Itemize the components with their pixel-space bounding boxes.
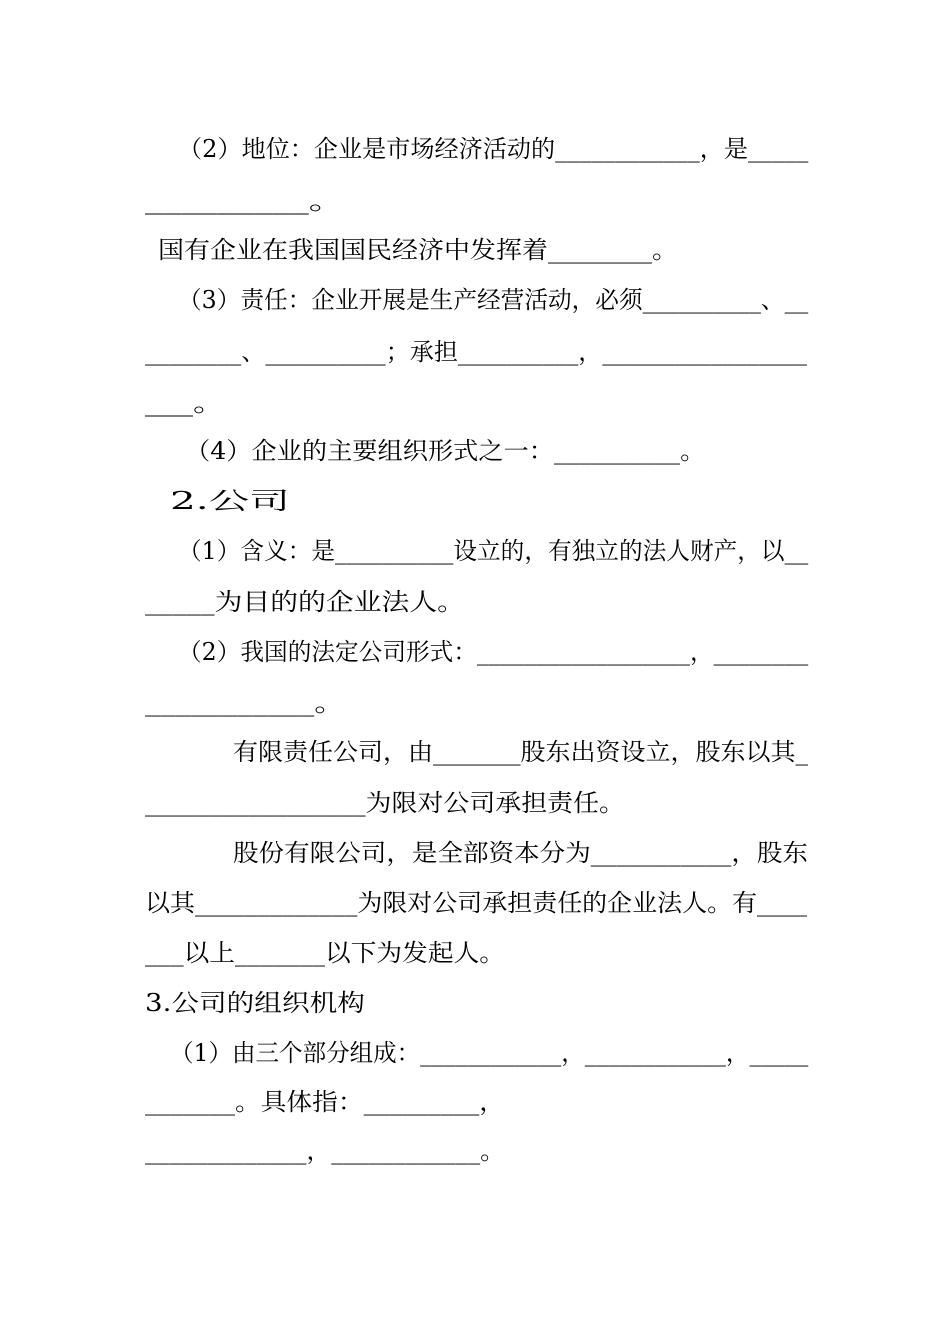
text-line-limited-liability: 有限责任公司，由_______股东出资设立，股东以其_ <box>233 738 809 766</box>
text-line-joint-stock-cont: 以其_____________为限对公司承担责任的企业法人。有____ <box>145 889 808 917</box>
text-line-org-form: （4）企业的主要组织形式之一：__________。 <box>185 437 706 465</box>
section-heading-org-structure: 3.公司的组织机构 <box>145 989 365 1017</box>
text-line-limited-liability-cont: _________________为限对公司承担责任。 <box>145 789 626 817</box>
text-line-legal-forms: （2）我国的法定公司形式：__________________，________ <box>178 638 809 666</box>
text-line-specifically-end: _____________，____________。 <box>145 1137 506 1165</box>
text-line-three-parts: （1）由三个部分组成：____________，____________，_____ <box>170 1039 809 1067</box>
text-line-responsibility: （3）责任：企业开展是生产经营活动，必须__________、__ <box>178 286 809 314</box>
text-line-legal-forms-cont: ___________。 <box>145 689 346 717</box>
text-line-meaning-cont: _____为目的的企业法人。 <box>145 588 465 616</box>
text-line-responsibility-end: ___。 <box>145 389 225 417</box>
text-line-state-enterprise: 国有企业在我国国民经济中发挥着________。 <box>158 236 678 264</box>
text-line-responsibility-cont: ________、__________；承担__________，_________________ <box>145 338 807 366</box>
text-line-status-cont: _________。 <box>145 187 346 215</box>
text-line-joint-stock: 股份有限公司，是全部资本分为___________，股东 <box>233 839 808 867</box>
section-heading-company: 2.公司 <box>170 487 290 515</box>
text-line-founders: ___以上_______以下为发起人。 <box>145 939 505 967</box>
text-line-meaning: （1）含义：是__________设立的，有独立的法人财产，以__ <box>178 537 809 565</box>
text-line-specifically: _______。具体指：_________， <box>145 1088 505 1116</box>
text-line-status: （2）地位：企业是市场经济活动的____________，是_____ <box>178 135 809 163</box>
